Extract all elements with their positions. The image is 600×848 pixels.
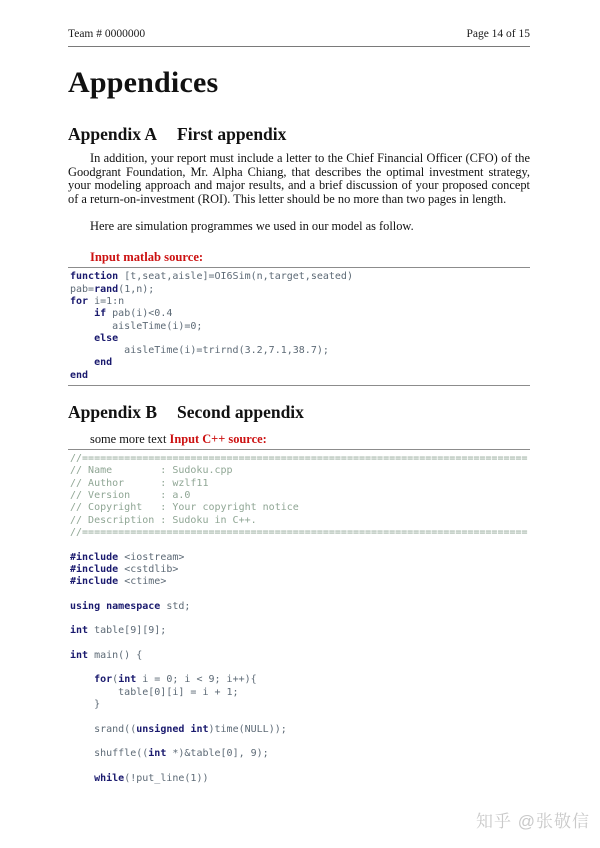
document-title: Appendices: [68, 66, 219, 99]
appendix-b-label: Appendix B: [68, 402, 157, 423]
matlab-code-block: [68, 267, 530, 386]
code-line: #include <ctime>: [70, 576, 167, 588]
code-line: // Version : a.0: [70, 490, 191, 502]
code-line: [70, 736, 530, 748]
code-line: table[0][i] = i + 1;: [70, 686, 239, 698]
code-line: #include <iostream>: [70, 551, 185, 563]
code-line: [70, 588, 530, 600]
appendix-a-title: First appendix: [177, 123, 287, 144]
code-line: [70, 638, 530, 650]
code-line: [70, 613, 530, 625]
page-number: Page 14 of 15: [466, 28, 530, 40]
appendix-b-title: Second appendix: [177, 402, 304, 423]
code-line: // Copyright : Your copyright notice: [70, 502, 299, 514]
code-line: if pab(i)<0.4: [94, 308, 173, 320]
code-line: end: [94, 357, 113, 369]
running-header: [68, 28, 530, 47]
appendix-b-intro-text: some more text: [90, 432, 170, 447]
appendix-a-heading: [68, 125, 530, 143]
code-line: // Description : Sudoku in C++.: [70, 514, 257, 526]
cpp-code-block: [68, 449, 530, 788]
code-line: [70, 711, 530, 723]
code-line: function [t,seat,aisle]=OI6Sim(n,target,seated): [70, 271, 353, 283]
code-line: }: [70, 699, 101, 711]
code-line: // Author : wzlf11: [70, 477, 209, 489]
code-line: else: [94, 332, 119, 344]
code-line: #include <cstdlib>: [70, 563, 179, 575]
appendix-b-intro: [68, 433, 530, 447]
code-line: //==========================================================================: [70, 453, 528, 465]
code-line: for i=1:n: [70, 295, 125, 307]
code-line: aisleTime(i)=trirnd(3.2,7.1,38.7);: [70, 345, 329, 357]
code-line: //==========================================================================: [70, 526, 528, 538]
code-line: pab=rand(1,n);: [70, 283, 155, 295]
matlab-code-caption: Input matlab source:: [90, 250, 204, 265]
code-line: [70, 761, 530, 773]
code-line: [70, 539, 530, 551]
appendix-b-heading: [68, 403, 530, 421]
code-line: int table[9][9];: [70, 625, 167, 637]
code-line: srand((unsigned int)time(NULL));: [70, 723, 287, 735]
appendix-a-label: Appendix A: [68, 123, 157, 144]
code-line: [70, 662, 530, 674]
appendix-a-paragraph-2: Here are simulation programmes we used in our model as follow.: [90, 218, 414, 233]
code-line: using namespace std;: [70, 600, 191, 612]
code-line: // Name : Sudoku.cpp: [70, 465, 233, 477]
code-line: while(!put_line(1)): [94, 772, 209, 784]
page-content: [68, 67, 530, 788]
code-line: for(int i = 0; i < 9; i++){: [94, 674, 257, 686]
code-line: aisleTime(i)=0;: [70, 320, 203, 332]
zhihu-watermark: 知乎 @张敬信: [476, 812, 590, 831]
code-line: shuffle((int *)&table[0], 9);: [70, 748, 269, 760]
code-line: int main() {: [70, 649, 143, 661]
cpp-code-caption: Input C++ source:: [169, 432, 267, 447]
appendix-a-paragraph-1: In addition, your report must include a letter to the Chief Financial Officer (CFO) of the Goodgrant Foundation, Mr. Alpha Chiang, that describes the optimal investment strategy, your modeling approach and major results, and a brief discussion of your proposed concept of a return-on-investment (ROI). This letter should be no more than two pages in length.: [68, 150, 530, 206]
code-line: end: [70, 369, 89, 381]
team-number: Team # 0000000: [68, 28, 146, 40]
